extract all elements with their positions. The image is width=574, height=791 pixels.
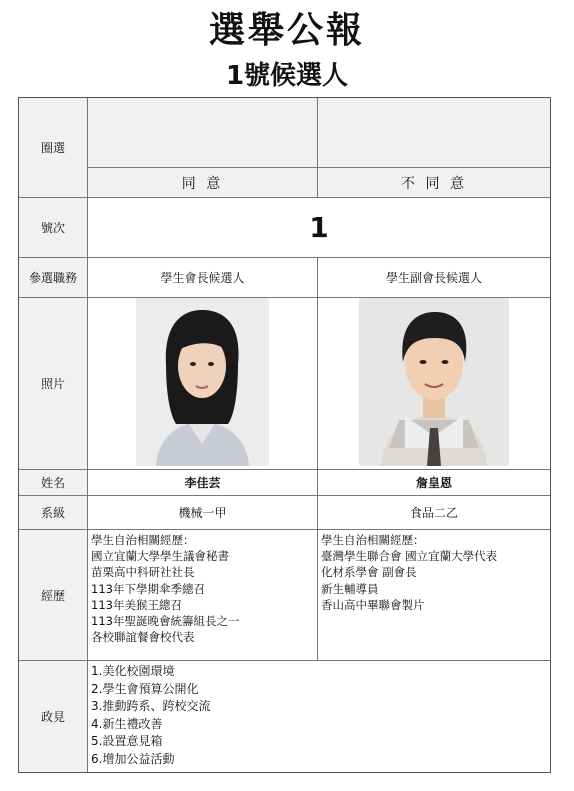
agree-vote-box[interactable]	[88, 98, 318, 168]
candidate2-dept: 食品二乙	[409, 506, 458, 520]
vote-label: 圈選	[40, 141, 65, 155]
policy-list	[88, 661, 550, 772]
experience-item: 113年聖誕晚會統籌組長之一	[91, 614, 240, 629]
candidate1-experience	[88, 530, 318, 661]
candidate1-photo	[136, 298, 269, 466]
candidate1-photo-cell	[88, 298, 318, 470]
policy-label: 政見	[40, 710, 65, 724]
agree-label: 同 意	[181, 175, 224, 192]
policy-item: 3.推動跨系、跨校交流	[91, 699, 211, 713]
candidate2-photo-cell	[318, 298, 550, 470]
candidate2-name-cell	[318, 470, 550, 496]
policy-item: 6.增加公益活動	[91, 751, 175, 766]
candidate-number: 1	[309, 211, 329, 244]
disagree-header	[318, 168, 550, 198]
candidate-number-cell	[88, 198, 550, 258]
experience-item: 各校聯誼餐會校代表	[91, 630, 195, 645]
disagree-vote-box[interactable]	[318, 98, 550, 168]
candidate2-position-cell	[318, 258, 550, 298]
experience-item: 學生自治相關經歷：	[91, 533, 195, 547]
policy-item: 2.學生會預算公開化	[91, 681, 199, 696]
experience-item: 苗栗高中科研社社長	[91, 565, 195, 580]
experience-item: 化材系學會 副會長	[321, 565, 417, 580]
candidate1-dept: 機械一甲	[178, 506, 227, 520]
candidate2-experience	[318, 530, 550, 661]
experience-item: 國立宜蘭大學學生議會秘書	[91, 549, 229, 564]
photo-label-cell	[19, 298, 88, 470]
candidate1-dept-cell	[88, 496, 318, 530]
experience-item: 香山高中畢聯會製片	[321, 597, 425, 612]
name-label: 姓名	[40, 476, 65, 490]
number-label: 號次	[40, 221, 65, 235]
policy-item: 1.美化校園環境	[91, 664, 175, 678]
disagree-label: 不 同 意	[401, 175, 467, 192]
candidate1-name-cell	[88, 470, 318, 496]
policy-item: 4.新生禮改善	[91, 716, 163, 731]
dept-label-cell	[19, 496, 88, 530]
candidate2-dept-cell	[318, 496, 550, 530]
policy-item: 5.設置意見箱	[91, 734, 163, 748]
candidate1-name: 李佳芸	[184, 476, 221, 490]
position-label: 參選職務	[28, 271, 77, 285]
page-subtitle: 1號候選人	[225, 61, 349, 91]
candidate2-photo	[359, 298, 509, 466]
experience-item: 113年下學期傘季總召	[91, 581, 205, 596]
policy-label-cell	[19, 661, 88, 772]
exp-label: 經歷	[40, 588, 65, 603]
name-label-cell	[19, 470, 88, 496]
ballot-table	[18, 97, 551, 773]
experience-item: 學生自治相關經歷：	[321, 533, 425, 547]
experience-item: 新生輔導員	[321, 581, 379, 596]
number-label-cell	[19, 198, 88, 258]
experience-item: 臺灣學生聯合會 國立宜蘭大學代表	[321, 549, 498, 564]
exp-label-cell	[19, 530, 88, 661]
dept-label: 系級	[40, 506, 65, 520]
candidate2-position: 學生副會長候選人	[385, 271, 482, 285]
photo-label: 照片	[40, 377, 65, 391]
vote-label-cell	[19, 98, 88, 198]
candidate1-position: 學生會長候選人	[160, 271, 245, 285]
position-label-cell	[19, 258, 88, 298]
page-title: 選舉公報	[208, 10, 365, 51]
agree-header	[88, 168, 318, 198]
candidate2-name: 詹皇恩	[415, 476, 452, 490]
candidate1-position-cell	[88, 258, 318, 298]
experience-item: 113年美猴王總召	[91, 597, 182, 612]
